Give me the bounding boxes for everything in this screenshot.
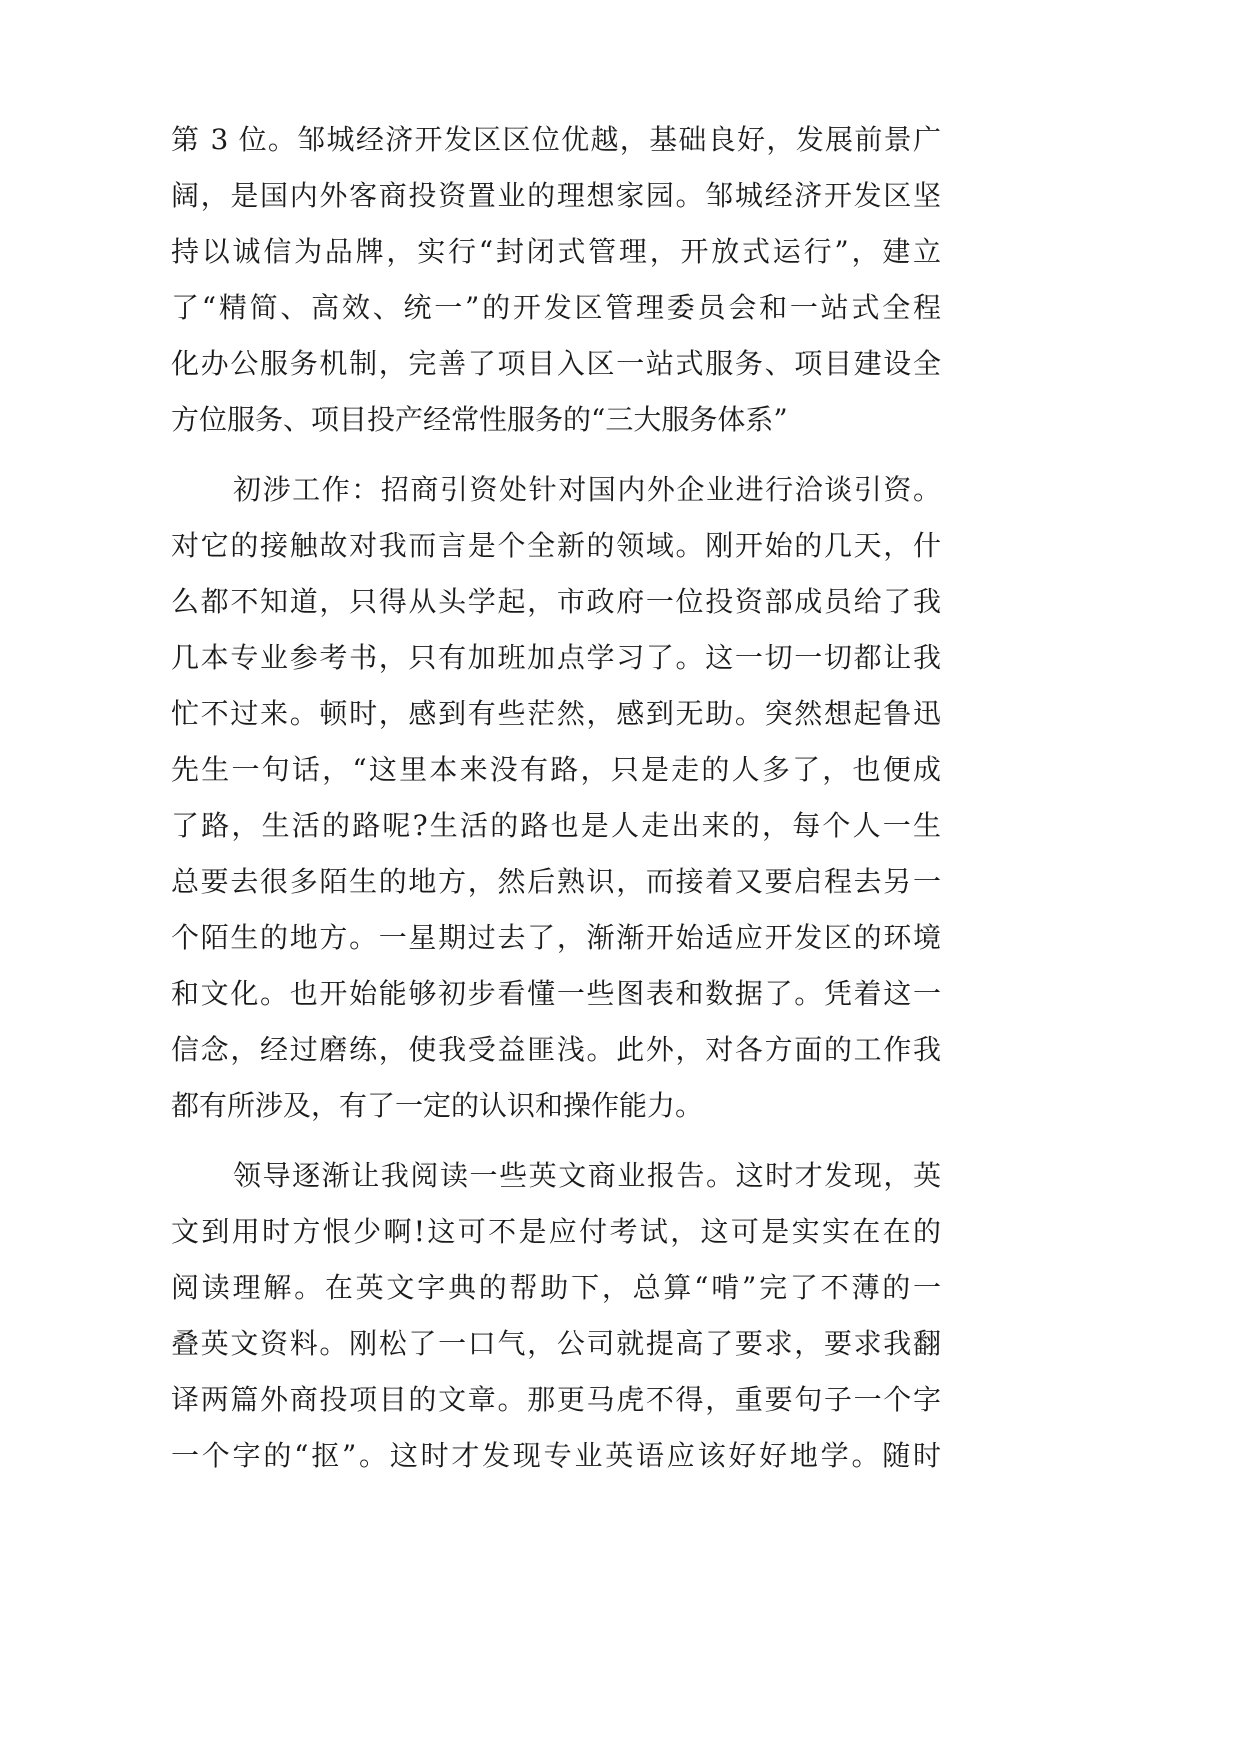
text-line: 第 3 位。邹城经济开发区区位优越，基础良好，发展前景广 — [171, 123, 941, 156]
text-line: 总要去很多陌生的地方，然后熟识，而接着又要启程去另一 — [171, 865, 941, 898]
text-line: 对它的接触故对我而言是个全新的领域。刚开始的几天，什 — [171, 529, 941, 562]
body-text — [171, 112, 971, 1484]
paragraph-gap — [171, 448, 971, 462]
text-line: 阔，是国内外客商投资置业的理想家园。邹城经济开发区坚 — [171, 179, 941, 212]
text-line: 几本专业参考书，只有加班加点学习了。这一切一切都让我 — [171, 641, 941, 674]
text-line: 文到用时方恨少啊!这可不是应付考试，这可是实实在在的 — [171, 1215, 941, 1248]
text-line: 忙不过来。顿时，感到有些茫然，感到无助。突然想起鲁迅 — [171, 697, 941, 730]
text-line: 一个字的“抠”。这时才发现专业英语应该好好地学。随时 — [171, 1439, 941, 1472]
text-line: 方位服务、项目投产经常性服务的“三大服务体系” — [171, 403, 788, 436]
paragraph-1 — [171, 112, 971, 448]
text-line: 了路，生活的路呢?生活的路也是人走出来的，每个人一生 — [171, 809, 941, 842]
text-line: 么都不知道，只得从头学起，市政府一位投资部成员给了我 — [171, 585, 941, 618]
text-line: 都有所涉及，有了一定的认识和操作能力。 — [171, 1089, 704, 1122]
paragraph-gap — [171, 1134, 971, 1148]
text-line: 叠英文资料。刚松了一口气，公司就提高了要求，要求我翻 — [171, 1327, 941, 1360]
text-line: 信念，经过磨练，使我受益匪浅。此外，对各方面的工作我 — [171, 1033, 941, 1066]
paragraph-3 — [171, 1148, 971, 1484]
text-line: 初涉工作：招商引资处针对国内外企业进行洽谈引资。 — [233, 473, 941, 506]
text-line: 先生一句话，“这里本来没有路，只是走的人多了，也便成 — [171, 753, 941, 786]
text-line: 个陌生的地方。一星期过去了，渐渐开始适应开发区的环境 — [171, 921, 941, 954]
text-line: 化办公服务机制，完善了项目入区一站式服务、项目建设全 — [171, 347, 941, 380]
text-line: 持以诚信为品牌，实行“封闭式管理，开放式运行”，建立 — [171, 235, 941, 268]
paragraph-2 — [171, 462, 971, 1134]
text-line: 译两篇外商投项目的文章。那更马虎不得，重要句子一个字 — [171, 1383, 941, 1416]
text-line: 领导逐渐让我阅读一些英文商业报告。这时才发现，英 — [233, 1159, 941, 1192]
text-line: 和文化。也开始能够初步看懂一些图表和数据了。凭着这一 — [171, 977, 941, 1010]
text-line: 了“精简、高效、统一”的开发区管理委员会和一站式全程 — [171, 291, 941, 324]
text-line: 阅读理解。在英文字典的帮助下，总算“啃”完了不薄的一 — [171, 1271, 941, 1304]
